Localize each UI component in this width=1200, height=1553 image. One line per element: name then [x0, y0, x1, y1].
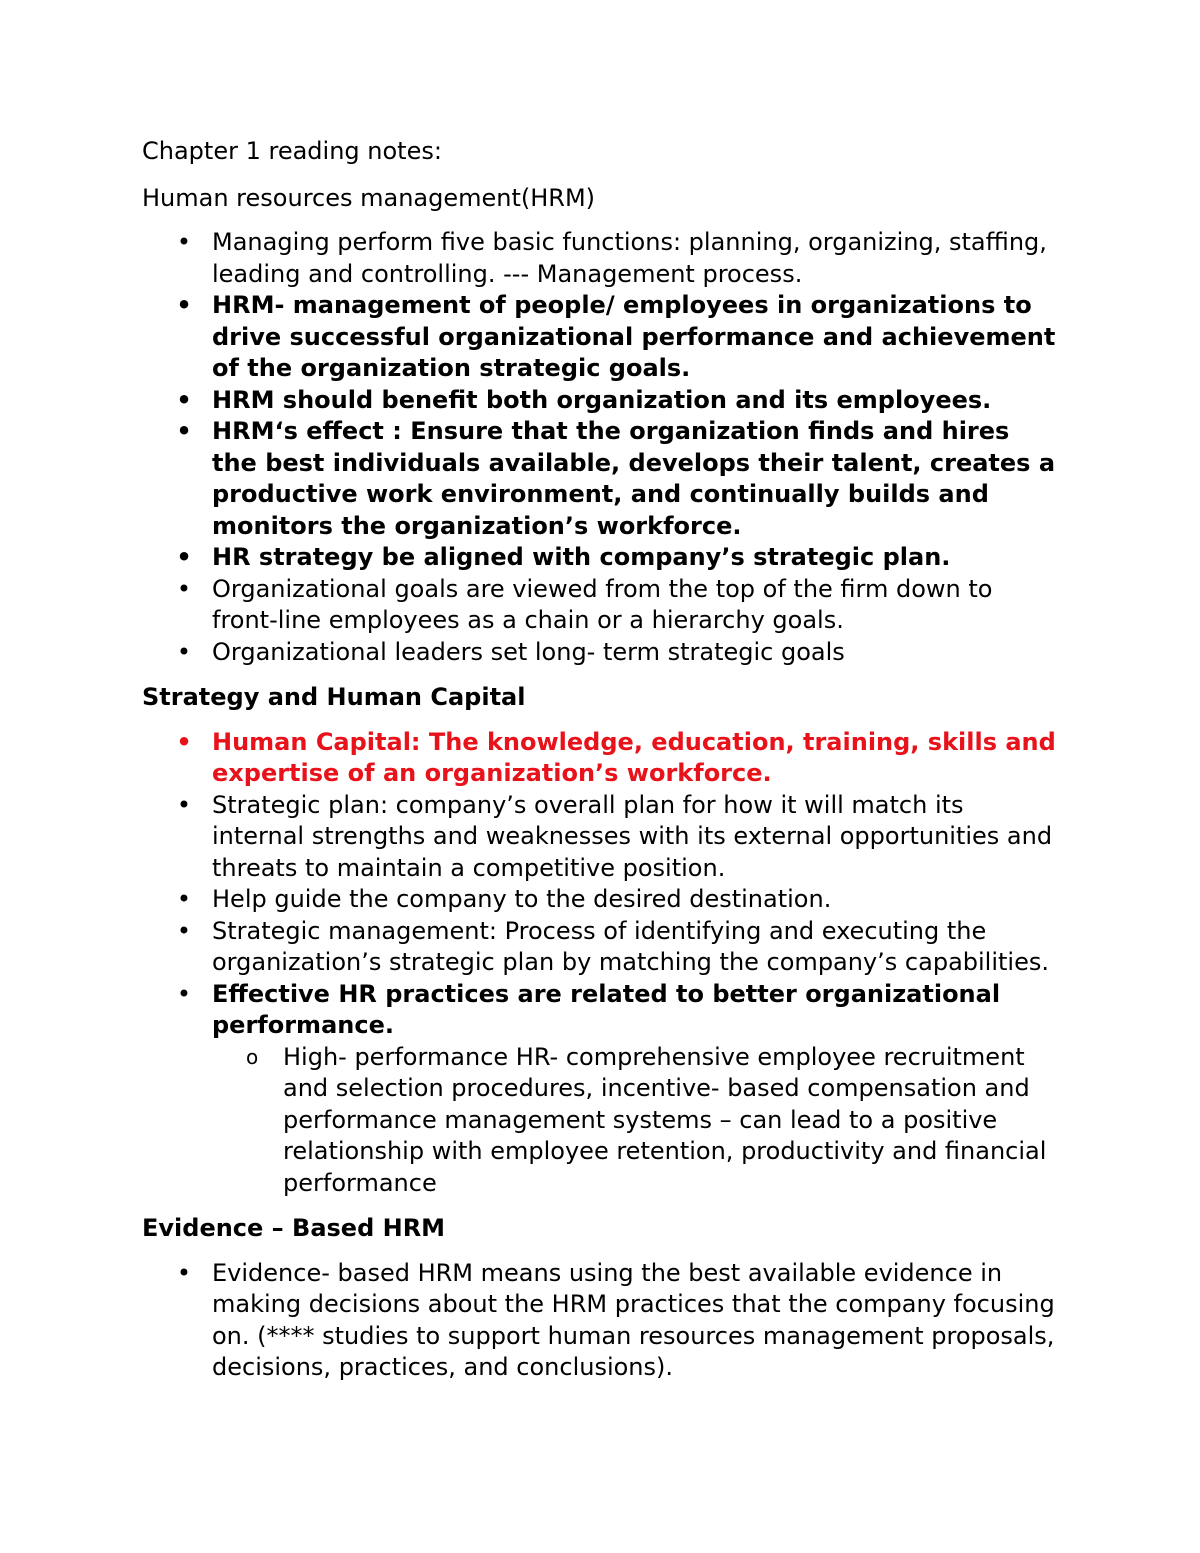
list-item-text: Strategic management: Process of identifying and executing the organization’s strategic plan by matching the company’s capabilities.	[212, 916, 1049, 976]
list-item	[142, 542, 1062, 574]
bullet-icon: •	[176, 916, 192, 945]
sub-list-item	[212, 1042, 1062, 1200]
section-heading-strategy: Strategy and Human Capital	[142, 683, 526, 711]
bullet-icon: •	[176, 417, 192, 445]
list-item	[142, 916, 1062, 979]
title-line: Chapter 1 reading notes:	[142, 137, 442, 165]
bullet-icon: •	[176, 291, 192, 319]
list-item-text: Evidence- based HRM means using the best available evidence in making decisions about the HRM practices that the company focusing on. (**** studies to support human resources management proposals, decisions, practices, and conclusions).	[212, 1258, 1055, 1381]
list-item	[142, 1258, 1062, 1384]
list-item	[142, 727, 1062, 790]
list-item	[142, 227, 1062, 290]
bullet-icon: •	[176, 727, 192, 756]
list-item-text: HRM- management of people/ employees in organizations to drive successful organizational performance and achievement of the organization strategic goals.	[212, 291, 1056, 382]
list-item	[142, 979, 1062, 1200]
document-page	[142, 136, 1062, 1384]
section-heading-evidence: Evidence – Based HRM	[142, 1214, 446, 1242]
list-item	[142, 637, 1062, 669]
bullet-icon: •	[176, 885, 192, 913]
section2-list	[142, 727, 1062, 1200]
hollow-bullet-icon: o	[246, 1044, 259, 1069]
bullet-icon: •	[176, 574, 192, 603]
list-item	[142, 385, 1062, 417]
list-item	[142, 790, 1062, 885]
subtitle-line: Human resources management(HRM)	[142, 183, 596, 212]
list-item	[142, 574, 1062, 637]
bullet-icon: •	[176, 790, 192, 819]
list-item	[142, 416, 1062, 542]
list-item-text: Effective HR practices are related to better organizational performance.	[212, 979, 1001, 1039]
list-item-text: Organizational leaders set long- term strategic goals	[212, 637, 845, 666]
bullet-icon: •	[176, 385, 192, 414]
list-item-text: HRM should benefit both organization and its employees.	[212, 385, 992, 414]
list-item-text: Human Capital: The knowledge, education, training, skills and expertise of an organization’s workforce.	[212, 727, 1056, 787]
bullet-icon: •	[176, 979, 192, 1008]
bullet-icon: •	[176, 1258, 192, 1287]
list-item-text: Managing perform five basic functions: planning, organizing, staffing, leading and controlling. --- Management process.	[212, 228, 1047, 288]
list-item-text: HR strategy be aligned with company’s strategic plan.	[212, 543, 951, 571]
list-item-text: HRM‘s effect : Ensure that the organization finds and hires the best individuals available, develops their talent, creates a productive work environment, and continually builds and monitors the organization’s workforce.	[212, 417, 1056, 540]
bullet-icon: •	[176, 637, 192, 666]
list-item-text: Organizational goals are viewed from the top of the firm down to front-line employees as a chain or a hierarchy goals.	[212, 574, 993, 634]
section1-list	[142, 227, 1062, 668]
list-item-text: Help guide the company to the desired destination.	[212, 885, 832, 913]
sub-list-item-text: High- performance HR- comprehensive employee recruitment and selection procedures, incentive- based compensation and performance management systems – can lead to a positive relationship with employee retention, productivity and financial performance	[283, 1042, 1047, 1197]
list-item	[142, 290, 1062, 385]
section3-list	[142, 1258, 1062, 1384]
list-item	[142, 884, 1062, 916]
list-item-text: Strategic plan: company’s overall plan for how it will match its internal strengths and weaknesses with its external opportunities and threats to maintain a competitive position.	[212, 790, 1053, 882]
bullet-icon: •	[176, 543, 192, 571]
sub-list	[212, 1042, 1062, 1200]
bullet-icon: •	[176, 228, 192, 256]
